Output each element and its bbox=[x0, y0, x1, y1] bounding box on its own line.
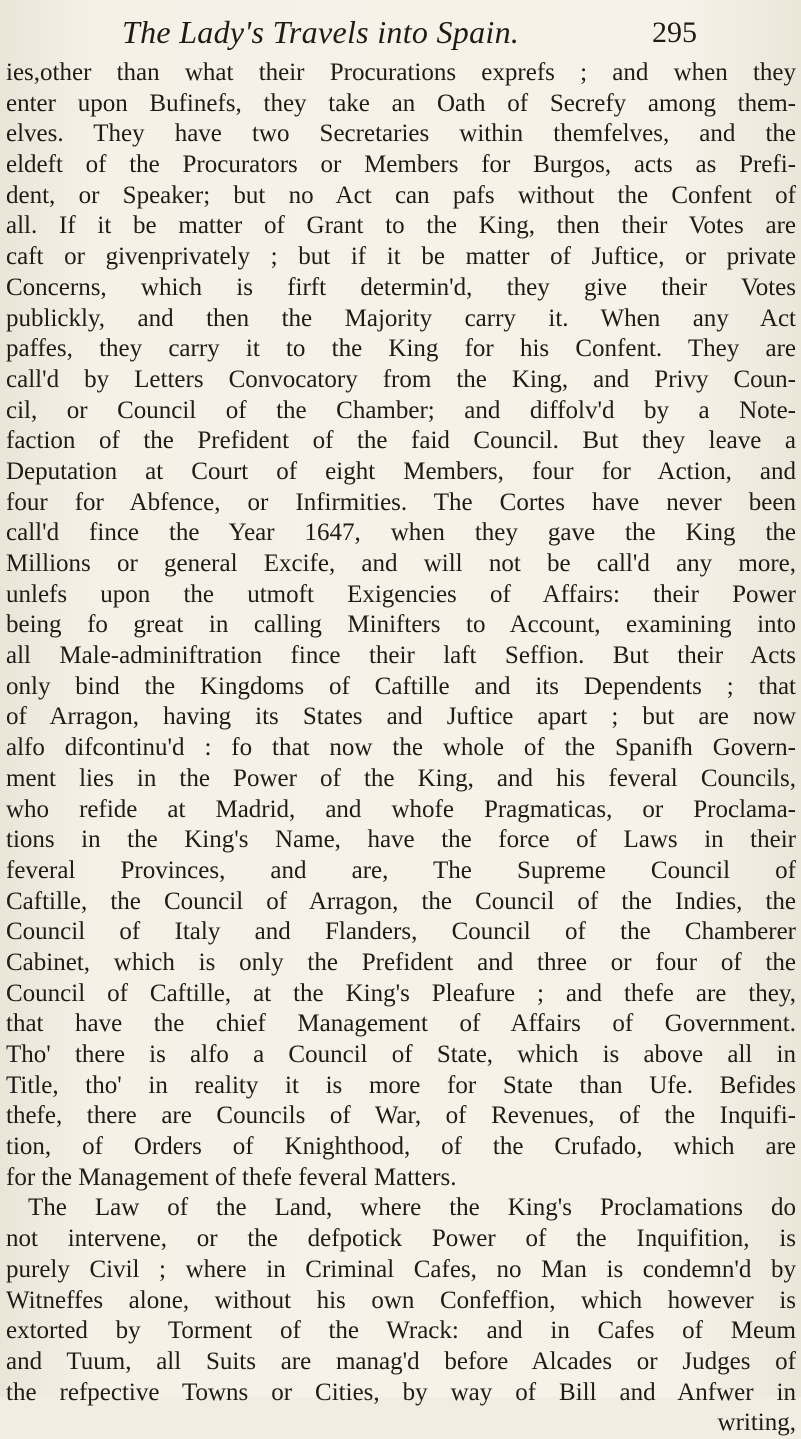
text-line: of Arragon, having its States and Juftice apart ; but are now bbox=[6, 703, 796, 731]
text-line: only bind the Kingdoms of Caftille and its Dependents ; that bbox=[6, 672, 796, 700]
text-line: Concerns, which is firft determin'd, they give their Votes bbox=[6, 273, 796, 301]
text-line: all Male-adminiftration fince their laft Seffion. But their Acts bbox=[6, 642, 796, 670]
text-line: unlefs upon the utmoft Exigencies of Affairs: their Power bbox=[6, 580, 796, 608]
text-line: extorted by Torment of the Wrack: and in Cafes of Meum bbox=[6, 1317, 796, 1345]
text-line: call'd by Letters Convocatory from the King, and Privy Coun- bbox=[6, 365, 796, 393]
text-line: feveral Provinces, and are, The Supreme Council of bbox=[6, 856, 796, 884]
text-line: not intervene, or the defpotick Power of the Inquifition, is bbox=[6, 1225, 796, 1253]
text-line: for the Management of thefe feveral Matters. bbox=[6, 1163, 457, 1191]
text-line: alfo difcontinu'd : fo that now the whole of the Spanifh Govern- bbox=[6, 734, 796, 762]
text-line: that have the chief Management of Affairs of Government. bbox=[6, 1010, 796, 1038]
text-line: Deputation at Court of eight Members, four for Action, and bbox=[6, 457, 796, 485]
text-line: Witneffes alone, without his own Confeffion, which however is bbox=[6, 1286, 796, 1314]
text-line: elves. They have two Secretaries within themfelves, and the bbox=[6, 120, 796, 148]
running-title: The Lady's Travels into Spain. bbox=[122, 14, 520, 50]
text-line: tion, of Orders of Knighthood, of the Crufado, which are bbox=[6, 1133, 796, 1161]
text-line: enter upon Bufinefs, they take an Oath of Secrefy among them- bbox=[6, 89, 796, 117]
text-line: and Tuum, all Suits are manag'd before Alcades or Judges of bbox=[6, 1347, 796, 1375]
text-line: purely Civil ; where in Criminal Cafes, no Man is condemn'd by bbox=[6, 1255, 796, 1283]
text-line: four for Abfence, or Infirmities. The Cortes have never been bbox=[6, 488, 796, 516]
text-line: dent, or Speaker; but no Act can pafs without the Confent of bbox=[6, 181, 796, 209]
text-line: thefe, there are Councils of War, of Revenues, of the Inquifi- bbox=[6, 1102, 796, 1130]
text-line: Tho' there is alfo a Council of State, which is above all in bbox=[6, 1041, 796, 1068]
text-line: who refide at Madrid, and whofe Pragmaticas, or Proclama- bbox=[6, 795, 796, 823]
text-line: all. If it be matter of Grant to the King, then their Votes are bbox=[6, 212, 796, 240]
text-line: Caftille, the Council of Arragon, the Council of the Indies, the bbox=[6, 887, 796, 915]
text-line: tions in the King's Name, have the force of Laws in their bbox=[6, 826, 796, 854]
text-line: faction of the Prefident of the faid Council. But they leave a bbox=[6, 427, 796, 455]
text-line: The Law of the Land, where the King's Proclamations do bbox=[28, 1194, 796, 1222]
text-line: cil, or Council of the Chamber; and diffolv'd by a Note- bbox=[6, 396, 796, 424]
text-line: Millions or general Excife, and will not be call'd any more, bbox=[6, 550, 796, 577]
text-line: paffes, they carry it to the King for his Confent. They are bbox=[6, 335, 796, 363]
catchword: writing, bbox=[717, 1409, 796, 1437]
text-line: call'd fince the Year 1647, when they gave the King the bbox=[6, 519, 796, 547]
text-line: Council of Italy and Flanders, Council of the Chamberer bbox=[6, 918, 796, 946]
text-line: being fo great in calling Minifters to Account, examining into bbox=[6, 611, 796, 639]
text-line: caft or givenprivately ; but if it be matter of Juftice, or private bbox=[6, 243, 796, 271]
text-line: ies,other than what their Procurations exprefs ; and when they bbox=[6, 59, 796, 86]
text-line: publickly, and then the Majority carry it. When any Act bbox=[6, 304, 796, 332]
text-line: ment lies in the Power of the King, and his feveral Councils, bbox=[6, 764, 796, 792]
page-header bbox=[0, 14, 801, 54]
text-line: the refpective Towns or Cities, by way of Bill and Anfwer in bbox=[6, 1378, 796, 1406]
text-line: Cabinet, which is only the Prefident and three or four of the bbox=[6, 948, 796, 976]
text-line: Title, tho' in reality it is more for State than Ufe. Befides bbox=[6, 1071, 796, 1099]
text-line: Council of Caftille, at the King's Pleafure ; and thefe are they, bbox=[6, 979, 796, 1007]
text-line: eldeft of the Procurators or Members for Burgos, acts as Prefi- bbox=[6, 151, 796, 179]
page-number: 295 bbox=[652, 16, 697, 49]
body-text bbox=[6, 58, 796, 1439]
